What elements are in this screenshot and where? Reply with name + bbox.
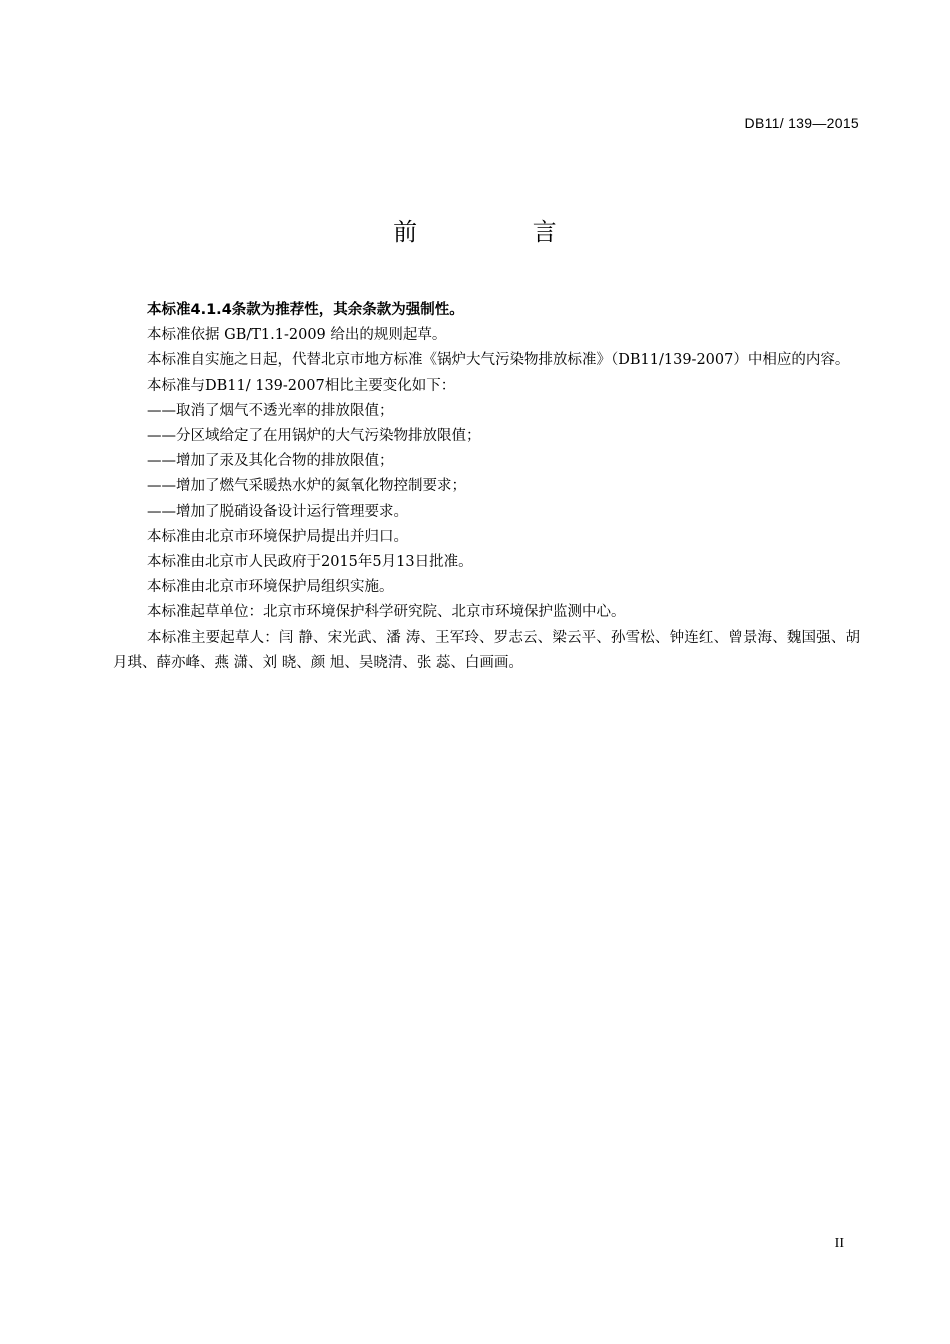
paragraph-replacement: 本标准自实施之日起，代替北京市地方标准《锅炉大气污染物排放标准》（DB11/139-2007）中相应的内容。 bbox=[147, 352, 850, 369]
paragraph-drafting-rules: 本标准依据 GB/T1.1-2009 给出的规则起草。 bbox=[147, 327, 447, 344]
page-number: II bbox=[834, 1236, 844, 1251]
change-item: ——增加了燃气采暖热水炉的氮氧化物控制要求； bbox=[147, 478, 466, 495]
paragraph-drafting-units: 本标准起草单位：北京市环境保护科学研究院、北京市环境保护监测中心。 bbox=[147, 604, 626, 621]
change-item: ——分区域给定了在用锅炉的大气污染物排放限值； bbox=[147, 428, 481, 445]
foreword-body bbox=[113, 298, 860, 676]
change-item: ——增加了汞及其化合物的排放限值； bbox=[147, 453, 394, 470]
page-title: 前 言 bbox=[393, 218, 611, 246]
paragraph-changes-intro: 本标准与DB11/ 139-2007相比主要变化如下： bbox=[147, 377, 456, 394]
change-item: ——取消了烟气不透光率的排放限值； bbox=[147, 402, 394, 419]
paragraph-mandatory-note: 本标准4.1.4条款为推荐性，其余条款为强制性。 bbox=[147, 302, 464, 318]
paragraph-drafters: 本标准主要起草人：闫 静、宋光武、潘 涛、王军玲、罗志云、梁云平、孙雪松、钟连红、曾景海、魏国强、胡月琪、薛亦峰、燕 潇、刘 晓、颜 旭、吴晓清、张 蕊、白画画。 bbox=[113, 629, 860, 671]
document-code: DB11/ 139—2015 bbox=[744, 115, 859, 131]
paragraph-proposer: 本标准由北京市环境保护局提出并归口。 bbox=[147, 528, 408, 545]
paragraph-implementation: 本标准由北京市环境保护局组织实施。 bbox=[147, 579, 394, 596]
paragraph-approval: 本标准由北京市人民政府于2015年5月13日批准。 bbox=[147, 554, 473, 571]
change-item: ——增加了脱硝设备设计运行管理要求。 bbox=[147, 503, 408, 520]
